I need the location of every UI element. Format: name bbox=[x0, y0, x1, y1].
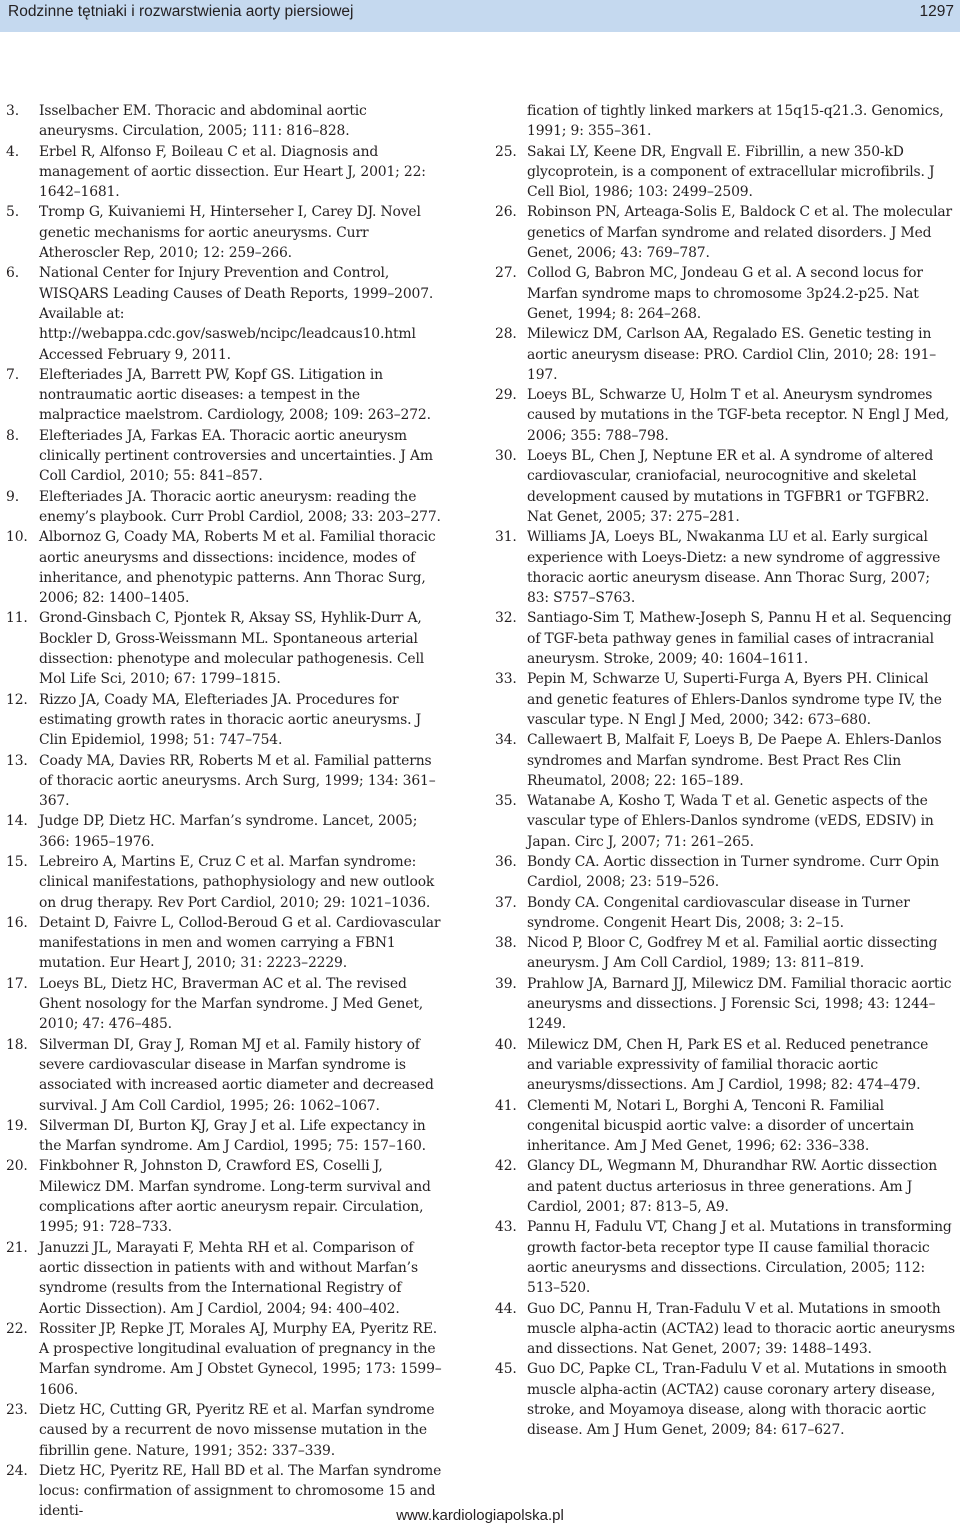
reference-item bbox=[0, 608, 445, 689]
reference-number: 37. bbox=[495, 894, 517, 911]
reference-number: 27. bbox=[495, 265, 517, 282]
reference-number: 35. bbox=[495, 793, 517, 810]
reference-item bbox=[490, 893, 956, 934]
reference-text: Prahlow JA, Barnard JJ, Milewicz DM. Familial thoracic aortic aneurysms and dissections. J Forensic Sci, 1998; 43: 1244–1249. bbox=[527, 975, 952, 1033]
reference-item bbox=[0, 263, 445, 364]
reference-text: Silverman DI, Gray J, Roman MJ et al. Family history of severe cardiovascular disease in Marfan syndrome is associated with increased aortic diameter and decreased survival. J Am Coll Cardiol, 1995; 26: 1062–1067. bbox=[39, 1036, 434, 1114]
reference-number: 38. bbox=[495, 935, 517, 952]
reference-number: 24. bbox=[6, 1462, 28, 1479]
reference-number: 40. bbox=[495, 1036, 517, 1053]
reference-item bbox=[0, 527, 445, 608]
reference-number: 23. bbox=[6, 1402, 28, 1418]
reference-item bbox=[490, 669, 956, 730]
reference-number: 16. bbox=[6, 914, 28, 931]
reference-item bbox=[490, 933, 956, 974]
reference-number: 18. bbox=[6, 1036, 28, 1053]
reference-item bbox=[0, 1116, 445, 1157]
reference-item bbox=[0, 101, 445, 142]
journal-url[interactable]: www.kardiologiapolska.pl bbox=[396, 1507, 564, 1524]
reference-number: 19. bbox=[6, 1117, 28, 1134]
reference-item bbox=[490, 324, 956, 385]
reference-text: Elefteriades JA, Barrett PW, Kopf GS. Litigation in nontraumatic aortic diseases: a tempest in the malpractice maelstrom. Cardiology, 2008; 109: 263–272. bbox=[39, 366, 431, 424]
reference-item bbox=[0, 811, 445, 852]
reference-text: Glancy DL, Wegmann M, Dhurandhar RW. Aortic dissection and patent ductus arteriosus in three generations. Am J Cardiol, 2001; 87: 813–5, A9. bbox=[527, 1158, 938, 1216]
reference-text: Williams JA, Loeys BL, Nwakanma LU et al. Early surgical experience with Loeys-Dietz: a new syndrome of aggressive thoracic aortic aneurysm disease. Ann Thorac Surg, 2007; 83: S757–S763. bbox=[527, 529, 941, 607]
reference-text: Guo DC, Papke CL, Tran-Fadulu V et al. Mutations in smooth muscle alpha-actin (ACTA2) cause coronary artery disease, stroke, and Moyamoya disease, along with thoracic aortic disease. Am J Hum Genet, 2009; 84: 617–627. bbox=[527, 1361, 947, 1439]
reference-text: Albornoz G, Coady MA, Roberts M et al. Familial thoracic aortic aneurysms and dissections: incidence, modes of inheritance, and phenotypic patterns. Ann Thorac Surg, 2006; 82: 1400–1405. bbox=[39, 529, 436, 607]
reference-text: Milewicz DM, Carlson AA, Regalado ES. Genetic testing in aortic aneurysm disease: PRO. Cardiol Clin, 2010; 28: 191–197. bbox=[527, 326, 937, 383]
reference-text: Finkbohner R, Johnston D, Crawford ES, Coselli J, Milewicz DM. Marfan syndrome. Long-term survival and complications after aortic aneurysm repair. Circulation, 1995; 91: 728–733. bbox=[39, 1158, 431, 1236]
reference-number: 4. bbox=[6, 143, 19, 160]
reference-number: 39. bbox=[495, 975, 517, 992]
reference-number: 14. bbox=[6, 813, 28, 830]
reference-number: 32. bbox=[495, 610, 517, 627]
reference-item bbox=[490, 385, 956, 446]
reference-text: Rossiter JP, Repke JT, Morales AJ, Murphy EA, Pyeritz RE. A prospective longitudinal evaluation of pregnancy in the Marfan syndrome. Am J Obstet Gynecol, 1995; 173: 1599–1606. bbox=[39, 1320, 442, 1398]
page-number: 1297 bbox=[919, 3, 954, 20]
reference-number: 21. bbox=[6, 1239, 28, 1256]
reference-item bbox=[0, 913, 445, 974]
reference-text: Tromp G, Kuivaniemi H, Hinterseher I, Carey DJ. Novel genetic mechanisms for aortic aneurysms. Curr Atheroscler Rep, 2010; 12: 259–266. bbox=[39, 204, 421, 262]
reference-item bbox=[490, 263, 956, 324]
reference-text: Coady MA, Davies RR, Roberts M et al. Familial patterns of thoracic aortic aneurysms. Arch Surg, 1999; 134: 361–367. bbox=[39, 752, 436, 810]
reference-number: 44. bbox=[495, 1300, 517, 1317]
reference-text: Silverman DI, Burton KJ, Gray J et al. Life expectancy in the Marfan syndrome. Am J Cardiol, 1995; 75: 157–160. bbox=[39, 1117, 426, 1155]
reference-text: Detaint D, Faivre L, Collod-Beroud G et al. Cardiovascular manifestations in men and women carrying a FBN1 mutation. Eur Heart J, 2010; 31: 2223–2229. bbox=[39, 914, 441, 972]
reference-item bbox=[490, 446, 956, 527]
reference-item bbox=[0, 690, 445, 751]
reference-number: 6. bbox=[6, 265, 19, 282]
reference-item bbox=[490, 1359, 956, 1440]
reference-text: Sakai LY, Keene DR, Engvall E. Fibrillin, a new 350-kD glycoprotein, is a component of extracellular microfibrils. J Cell Biol, 1986; 103: 2499–2509. bbox=[527, 143, 935, 201]
reference-number: 33. bbox=[495, 671, 517, 688]
reference-item bbox=[490, 202, 956, 263]
reference-number: 8. bbox=[6, 427, 19, 444]
reference-number: 34. bbox=[495, 732, 517, 749]
reference-text: Elefteriades JA, Farkas EA. Thoracic aortic aneurysm clinically pertinent controversies and uncertainties. J Am Coll Cardiol, 2010; 55: 841–857. bbox=[39, 427, 433, 485]
reference-item bbox=[0, 852, 445, 913]
reference-number: 5. bbox=[6, 204, 19, 221]
reference-number: 17. bbox=[6, 975, 28, 992]
reference-text: Bondy CA. Aortic dissection in Turner syndrome. Curr Opin Cardiol, 2008; 23: 519–526. bbox=[527, 853, 940, 891]
reference-item bbox=[490, 1299, 956, 1360]
reference-item bbox=[490, 974, 956, 1035]
reference-number: 29. bbox=[495, 387, 517, 404]
reference-item bbox=[0, 1238, 445, 1319]
reference-number: 30. bbox=[495, 448, 517, 465]
reference-text: Clementi M, Notari L, Borghi A, Tenconi R. Familial congenital bicuspid aortic valve: a disorder of uncertain inheritance. Am J Med Genet, 1996; 62: 336–338. bbox=[527, 1097, 914, 1155]
reference-number: 41. bbox=[495, 1097, 517, 1114]
reference-list-right-column bbox=[490, 101, 956, 1441]
reference-number: 20. bbox=[6, 1158, 28, 1175]
reference-text: Lebreiro A, Martins E, Cruz C et al. Marfan syndrome: clinical manifestations, pathophysiology and new outlook on drug therapy. Rev Port Cardiol, 2010; 29: 1021–1036. bbox=[39, 853, 435, 911]
reference-item bbox=[490, 730, 956, 791]
reference-item bbox=[0, 487, 445, 528]
reference-text: Grond-Ginsbach C, Pjontek R, Aksay SS, Hyhlik-Durr A, Bockler D, Gross-Weissmann ML. Spontaneous arterial dissection: phenotype and molecular pathogenesis. Cell Mol Life Sci, 2010; 67: 1799–1815. bbox=[39, 610, 425, 688]
reference-number: 43. bbox=[495, 1219, 517, 1236]
reference-item bbox=[0, 751, 445, 812]
reference-text: Loeys BL, Dietz HC, Braverman AC et al. The revised Ghent nosology for the Marfan syndrome. J Med Genet, 2010; 47: 476–485. bbox=[39, 975, 424, 1033]
reference-item bbox=[0, 1400, 445, 1461]
reference-text: Nicod P, Bloor C, Godfrey M et al. Familial aortic dissecting aneurysm. J Am Coll Cardiol, 1989; 13: 811–819. bbox=[527, 935, 938, 972]
reference-item bbox=[490, 791, 956, 852]
reference-item bbox=[0, 1156, 445, 1237]
reference-item bbox=[490, 142, 956, 203]
reference-item bbox=[0, 142, 445, 203]
reference-number: 12. bbox=[6, 691, 28, 708]
reference-item bbox=[490, 1217, 956, 1298]
reference-text: Robinson PN, Arteaga-Solis E, Baldock C et al. The molecular genetics of Marfan syndrome and related disorders. J Med Genet, 2006; 43: 769–787. bbox=[527, 204, 953, 262]
reference-text: Dietz HC, Cutting GR, Pyeritz RE et al. Marfan syndrome caused by a recurrent de novo missense mutation in the fibrillin gene. Nature, 1991; 352: 337–339. bbox=[39, 1402, 435, 1459]
reference-text: Milewicz DM, Chen H, Park ES et al. Reduced penetrance and variable expressivity of familial thoracic aortic aneurysms/dissections. Am J Cardiol, 1998; 82: 474–479. bbox=[527, 1036, 929, 1094]
reference-number: 22. bbox=[6, 1320, 28, 1337]
reference-item bbox=[490, 527, 956, 608]
reference-number: 13. bbox=[6, 752, 28, 769]
reference-text: Watanabe A, Kosho T, Wada T et al. Genetic aspects of the vascular type of Ehlers-Danlos syndrome (vEDS, EDSIV) in Japan. Circ J, 2007; 71: 261–265. bbox=[527, 793, 934, 850]
reference-item bbox=[0, 974, 445, 1035]
reference-text: Januzzi JL, Marayati F, Mehta RH et al. Comparison of aortic dissection in patients with and without Marfan’s syndrome (results from the International Registry of Aortic Dissection). Am J Cardiol, 2004; 94: 400–402. bbox=[39, 1239, 418, 1317]
reference-number: 25. bbox=[495, 143, 517, 160]
reference-item bbox=[490, 852, 956, 893]
reference-number: 31. bbox=[495, 529, 517, 546]
reference-text: Pepin M, Schwarze U, Superti-Furga A, Byers PH. Clinical and genetic features of Ehlers-Danlos syndrome type IV, the vascular type. N Engl J Med, 2000; 342: 673–680. bbox=[527, 671, 942, 728]
reference-text: Guo DC, Pannu H, Tran-Fadulu V et al. Mutations in smooth muscle alpha-actin (ACTA2) lead to thoracic aortic aneurysms and dissections. Nat Genet, 2007; 39: 1488–1493. bbox=[527, 1300, 956, 1358]
reference-item bbox=[490, 1035, 956, 1096]
reference-item bbox=[0, 1319, 445, 1400]
running-title: Rodzinne tętniaki i rozwarstwienia aorty piersiowej bbox=[8, 3, 354, 20]
reference-item bbox=[0, 365, 445, 426]
reference-text: Erbel R, Alfonso F, Boileau C et al. Diagnosis and management of aortic dissection. Eur Heart J, 2001; 22: 1642–1681. bbox=[39, 143, 426, 201]
reference-item bbox=[490, 608, 956, 669]
reference-number: 45. bbox=[495, 1361, 517, 1378]
reference-text: Loeys BL, Chen J, Neptune ER et al. A syndrome of altered cardiovascular, craniofacial, neurocognitive and skeletal development caused by mutations in TGFBR1 or TGFBR2. Nat Genet, 2005; 37: 275–281. bbox=[527, 448, 934, 525]
reference-text: Callewaert B, Malfait F, Loeys B, De Paepe A. Ehlers-Danlos syndromes and Marfan syndrome. Best Pract Res Clin Rheumatol, 2008; 22: 165–189. bbox=[527, 732, 942, 789]
reference-number: 26. bbox=[495, 204, 517, 221]
reference-text: National Center for Injury Prevention and Control, WISQARS Leading Causes of Death Reports, 1999–2007. Available at: http://webappa.cdc.gov/sasweb/ncipc/leadcaus10.html Accessed February 9, 2011. bbox=[39, 265, 434, 363]
reference-text: Elefteriades JA. Thoracic aortic aneurysm: reading the enemy’s playbook. Curr Probl Cardiol, 2008; 33: 203–277. bbox=[39, 488, 441, 525]
reference-number: 42. bbox=[495, 1158, 517, 1175]
reference-number: 36. bbox=[495, 853, 517, 870]
reference-text: Rizzo JA, Coady MA, Elefteriades JA. Procedures for estimating growth rates in thoracic aortic aneurysms. J Clin Epidemiol, 1998; 51: 747–754. bbox=[39, 691, 422, 749]
reference-item bbox=[490, 1096, 956, 1157]
reference-number: 10. bbox=[6, 529, 28, 546]
reference-number: 15. bbox=[6, 853, 28, 870]
reference-text: Pannu H, Fadulu VT, Chang J et al. Mutations in transforming growth factor-beta receptor type II cause familial thoracic aortic aneurysms and dissections. Circulation, 2005; 112: 513–520. bbox=[527, 1219, 952, 1297]
reference-text: Dietz HC, Pyeritz RE, Hall BD et al. The Marfan syndrome locus: confirmation of assignment to chromosome 15 and identi- bbox=[39, 1462, 442, 1520]
reference-text: Bondy CA. Congenital cardiovascular disease in Turner syndrome. Congenit Heart Dis, 2008; 3: 2–15. bbox=[527, 894, 910, 931]
reference-item bbox=[490, 1156, 956, 1217]
reference-text: Judge DP, Dietz HC. Marfan’s syndrome. Lancet, 2005; 366: 1965–1976. bbox=[39, 813, 418, 850]
reference-item bbox=[0, 426, 445, 487]
reference-number: 9. bbox=[6, 488, 19, 505]
reference-item bbox=[0, 1035, 445, 1116]
reference-text: Isselbacher EM. Thoracic and abdominal aortic aneurysms. Circulation, 2005; 111: 816–828. bbox=[39, 103, 367, 140]
reference-number: 3. bbox=[6, 103, 19, 119]
reference-number: 7. bbox=[6, 366, 19, 383]
reference-text: Santiago-Sim T, Mathew-Joseph S, Pannu H et al. Sequencing of TGF-beta pathway genes in familial cases of intracranial aneurysm. Stroke, 2009; 40: 1604–1611. bbox=[527, 610, 952, 668]
reference-list-left-column bbox=[0, 101, 445, 1522]
reference-number: 11. bbox=[6, 610, 28, 627]
reference-item bbox=[0, 202, 445, 263]
reference-text: Loeys BL, Schwarze U, Holm T et al. Aneurysm syndromes caused by mutations in the TGF-beta receptor. N Engl J Med, 2006; 355: 788–798. bbox=[527, 387, 950, 444]
reference-number: 28. bbox=[495, 326, 517, 343]
reference-text: Collod G, Babron MC, Jondeau G et al. A second locus for Marfan syndrome maps to chromosome 3p24.2-p25. Nat Genet, 1994; 8: 264–268. bbox=[527, 265, 923, 322]
running-header bbox=[0, 0, 960, 32]
reference-continuation: fication of tightly linked markers at 15q15-q21.3. Genomics, 1991; 9: 355–361. bbox=[527, 103, 944, 140]
